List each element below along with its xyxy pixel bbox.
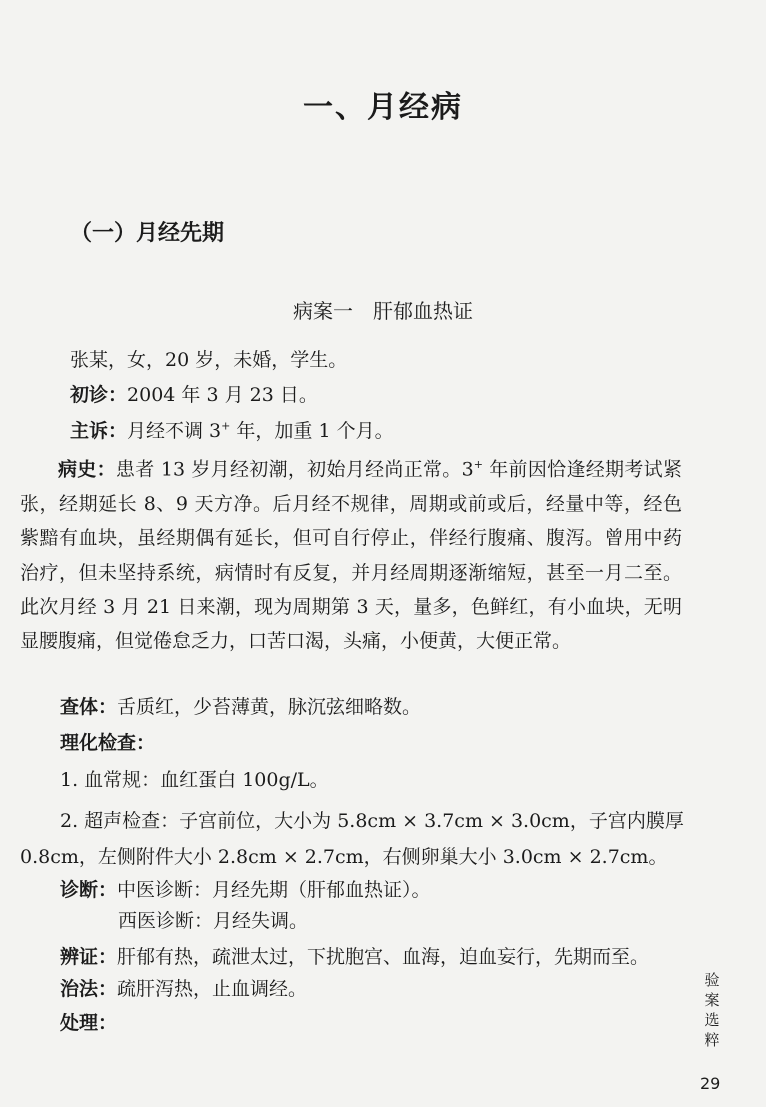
patient-info: 张某，女，20 岁，未婚，学生。 xyxy=(70,349,348,371)
complaint-label: 主诉： xyxy=(70,420,128,442)
page-number: 29 xyxy=(700,1074,721,1093)
lab-item-1: 1. 血常规：血红蛋白 100g/L。 xyxy=(60,769,329,791)
lab-label: 理化检查： xyxy=(60,732,156,754)
complaint-text-after: 年，加重 1 个月。 xyxy=(230,420,394,442)
chapter-title: 一、月经病 xyxy=(303,90,463,125)
physical-exam xyxy=(60,692,421,719)
treatment-text: 疏肝泻热，止血调经。 xyxy=(117,978,308,1000)
lab-item-2-line-1: 2. 超声检查：子宫前位，大小为 5.8cm × 3.7cm × 3.0cm，子宫内膜厚 xyxy=(60,810,684,832)
differentiation xyxy=(60,942,649,969)
treatment-label: 治法： xyxy=(60,978,118,1000)
history-text-after: 年前因恰逢经期考试紧张，经期延长 8、9 天方净。后月经不规律，周期或前或后，经量中等，经色紫黯有血块，虽经期偶有延长，但可自行停止，伴经行腹痛、腹泻。曾用中药治疗，但未坚持系统，病情时有反复，并月经周期逐渐缩短，甚至一月二至。此次月经 3 月 21 日来潮，现为周期第 3 天，量多，色鲜红，有小血块，无明显腰腹痛，但觉倦怠乏力，口苦口渴，头痛，小便黄，大便正常。 xyxy=(20,458,682,653)
prescription-label: 处理： xyxy=(60,1012,118,1034)
complaint-sup: + xyxy=(221,419,231,433)
exam-label: 查体： xyxy=(60,696,118,718)
first-visit-label: 初诊： xyxy=(70,384,128,406)
complaint-text-before: 月经不调 3 xyxy=(127,420,222,442)
differentiation-label: 辨证： xyxy=(60,946,118,968)
history-label: 病史： xyxy=(58,458,116,481)
history-paragraph xyxy=(20,448,682,659)
diagnosis xyxy=(60,875,431,902)
diagnosis-label: 诊断： xyxy=(60,879,118,901)
case-title: 病案一 肝郁血热证 xyxy=(293,299,473,323)
first-visit-text: 2004 年 3 月 23 日。 xyxy=(127,384,318,406)
differentiation-text: 肝郁有热，疏泄太过，下扰胞宫、血海，迫血妄行，先期而至。 xyxy=(117,946,650,968)
sidebar-vertical-text: 验案选粹 xyxy=(704,971,720,1049)
diagnosis-western: 西医诊断：月经失调。 xyxy=(118,910,309,932)
treatment xyxy=(60,974,307,1001)
diagnosis-tcm: 中医诊断：月经先期（肝郁血热证）。 xyxy=(117,879,431,901)
chief-complaint xyxy=(70,416,394,443)
exam-text: 舌质红，少苔薄黄，脉沉弦细略数。 xyxy=(117,696,422,718)
history-sup: + xyxy=(473,458,483,471)
section-title: （一）月经先期 xyxy=(70,221,225,246)
history-text-before: 患者 13 岁月经初潮，初始月经尚正常。3 xyxy=(115,458,474,481)
lab-item-2-line-2: 0.8cm，左侧附件大小 2.8cm × 2.7cm，右侧卵巢大小 3.0cm × 2.7cm。 xyxy=(20,846,668,868)
first-visit xyxy=(70,380,318,407)
